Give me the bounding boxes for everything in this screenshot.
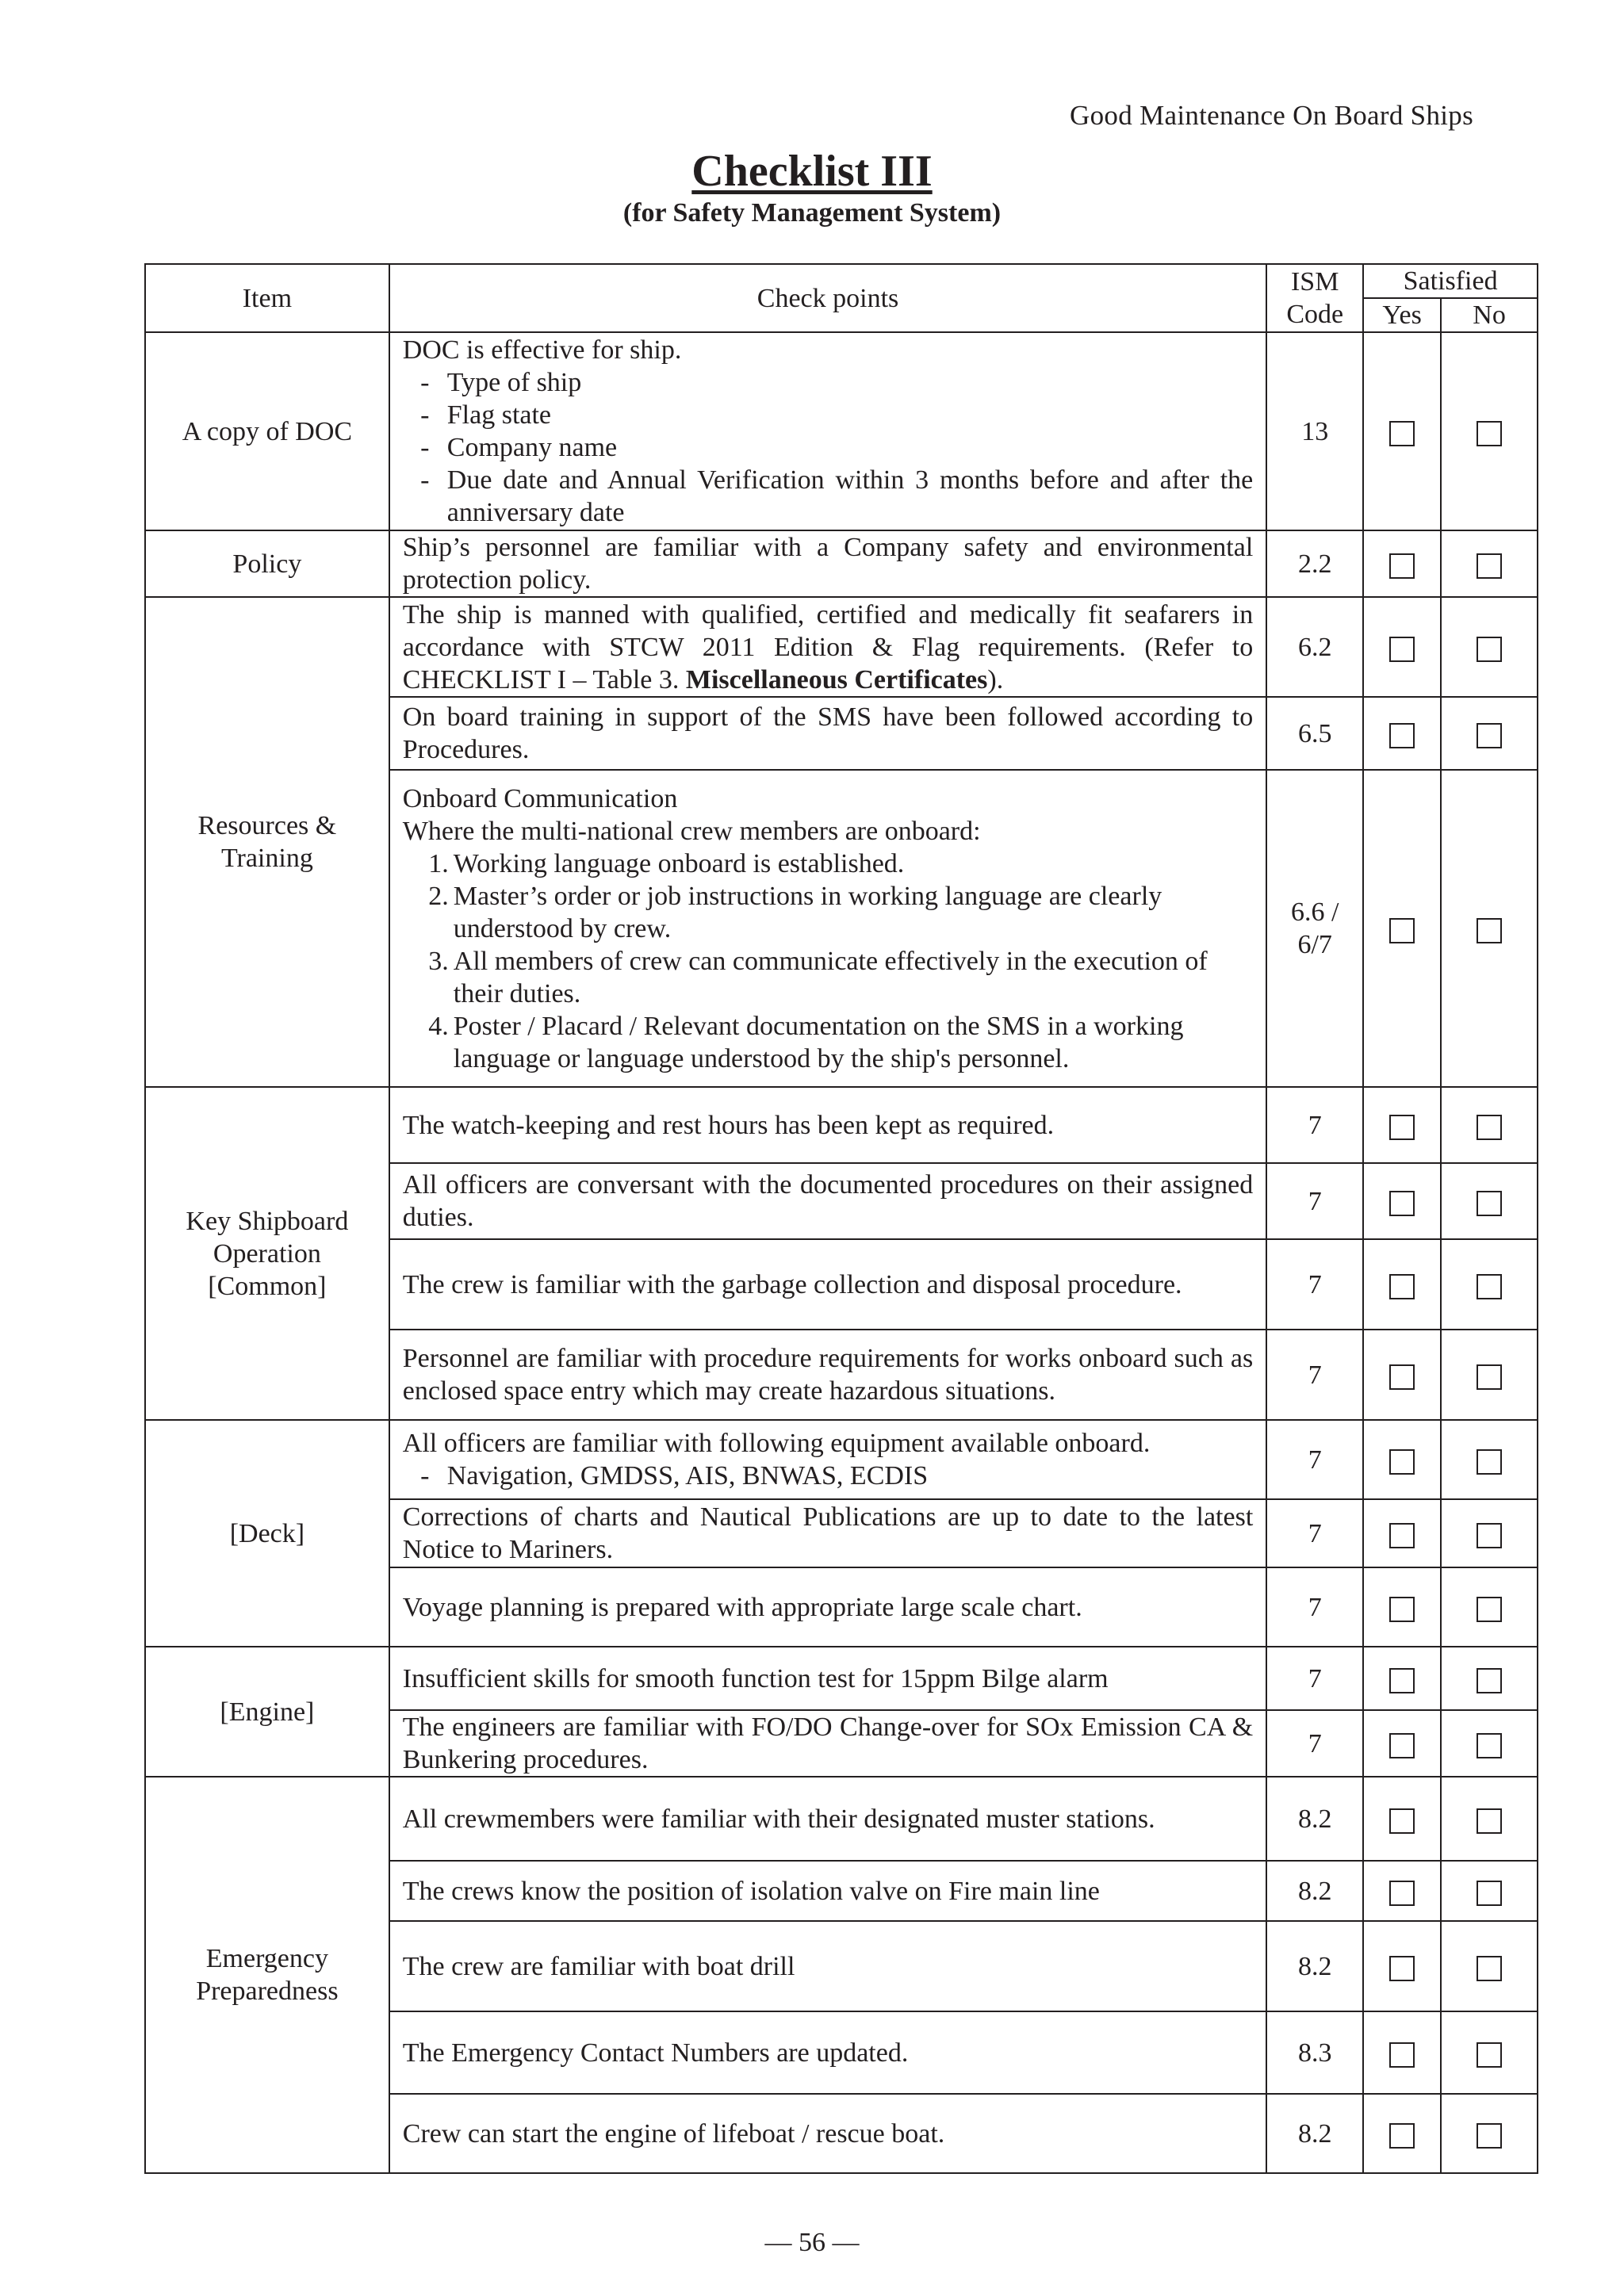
yes-checkbox[interactable] xyxy=(1389,421,1415,446)
item-cell xyxy=(145,1087,389,1420)
table-header-row xyxy=(145,264,1538,298)
item-label-line: Training xyxy=(220,844,313,873)
ism-code-cell: 7 xyxy=(1266,1710,1363,1777)
yes-cell xyxy=(1363,1647,1441,1710)
no-cell xyxy=(1441,1087,1538,1163)
no-checkbox[interactable] xyxy=(1477,1668,1502,1693)
list-item xyxy=(403,366,1254,399)
yes-cell xyxy=(1363,2011,1441,2094)
yes-checkbox[interactable] xyxy=(1389,1956,1415,1981)
check-point-cell: The watch-keeping and rest hours has been kept as required. xyxy=(389,1087,1267,1163)
ism-code-cell: 7 xyxy=(1266,1647,1363,1710)
no-cell xyxy=(1441,530,1538,597)
yes-checkbox[interactable] xyxy=(1389,1881,1415,1906)
yes-cell xyxy=(1363,1330,1441,1420)
item-cell: [Deck] xyxy=(145,1420,389,1647)
list-item-text: Company name xyxy=(446,433,618,462)
no-checkbox[interactable] xyxy=(1477,1881,1502,1906)
list-item-text: Poster / Placard / Relevant documentation on the SMS in a working language or language understood by the ship's personnel. xyxy=(453,1011,1184,1073)
list-item xyxy=(403,464,1254,529)
check-point-cell: Ship’s personnel are familiar with a Company safety and environmental protection policy. xyxy=(389,530,1267,597)
no-cell xyxy=(1441,1921,1538,2011)
list-item-text: Master’s order or job instructions in working language are clearly understood by crew. xyxy=(453,881,1162,943)
item-cell xyxy=(145,597,389,1087)
no-cell xyxy=(1441,1647,1538,1710)
column-header-item: Item xyxy=(145,264,389,332)
check-point-text: Where the multi-national crew members are onboard: xyxy=(402,816,981,846)
table-row xyxy=(145,1420,1538,1499)
no-cell xyxy=(1441,1777,1538,1861)
check-point-text-end: ). xyxy=(987,664,1004,695)
column-header-ism-code xyxy=(1266,264,1363,332)
check-point-cell: Personnel are familiar with procedure requirements for works onboard such as enclosed space entry which may create hazardous situations. xyxy=(389,1330,1267,1420)
no-checkbox[interactable] xyxy=(1477,1597,1502,1622)
check-point-heading: Onboard Communication xyxy=(402,783,678,813)
yes-checkbox[interactable] xyxy=(1389,1597,1415,1622)
yes-cell xyxy=(1363,597,1441,697)
no-checkbox[interactable] xyxy=(1477,1191,1502,1216)
no-checkbox[interactable] xyxy=(1477,1449,1502,1475)
no-checkbox[interactable] xyxy=(1477,1364,1502,1390)
no-checkbox[interactable] xyxy=(1477,918,1502,943)
yes-checkbox[interactable] xyxy=(1389,1733,1415,1758)
code-label: Code xyxy=(1286,300,1344,329)
yes-cell xyxy=(1363,332,1441,530)
check-point-cell: Voyage planning is prepared with appropriate large scale chart. xyxy=(389,1567,1267,1647)
list-number: 1. xyxy=(428,848,449,878)
check-point-cell xyxy=(389,332,1267,530)
table-row xyxy=(145,1087,1538,1163)
no-cell xyxy=(1441,1499,1538,1567)
ism-code-cell: 8.2 xyxy=(1266,1861,1363,1921)
check-point-text: The ship is manned with qualified, certified and medically fit seafarers in accordance with STCW 2011 Edition & Flag requirements. (Refer to CHECKLIST I – Table 3. xyxy=(402,599,1254,695)
item-label-line: Key Shipboard xyxy=(186,1206,349,1236)
check-point-text: All officers are familiar with following equipment available onboard. xyxy=(402,1429,1151,1458)
yes-cell xyxy=(1363,1163,1441,1239)
ism-code-cell: 7 xyxy=(1266,1420,1363,1499)
no-cell xyxy=(1441,1567,1538,1647)
list-item-text: Type of ship xyxy=(446,368,582,397)
yes-cell xyxy=(1363,1567,1441,1647)
yes-cell xyxy=(1363,1710,1441,1777)
list-item-text: Due date and Annual Verification within 3 months before and after the anniversary date xyxy=(446,465,1254,527)
no-cell xyxy=(1441,2094,1538,2173)
check-point-cell: The engineers are familiar with FO/DO Change-over for SOx Emission CA & Bunkering procedures. xyxy=(389,1710,1267,1777)
ism-code-cell: 13 xyxy=(1266,332,1363,530)
no-cell xyxy=(1441,697,1538,770)
list-item xyxy=(403,399,1254,431)
list-item xyxy=(403,945,1254,1010)
no-checkbox[interactable] xyxy=(1477,421,1502,446)
list-item xyxy=(403,848,1254,880)
no-cell xyxy=(1441,2011,1538,2094)
ism-code-cell: 8.3 xyxy=(1266,2011,1363,2094)
yes-checkbox[interactable] xyxy=(1389,637,1415,662)
no-checkbox[interactable] xyxy=(1477,1956,1502,1981)
ism-code-cell: 2.2 xyxy=(1266,530,1363,597)
yes-checkbox[interactable] xyxy=(1389,918,1415,943)
no-cell xyxy=(1441,1861,1538,1921)
table-row xyxy=(145,530,1538,597)
ism-code-cell: 6.2 xyxy=(1266,597,1363,697)
item-label-line: Emergency xyxy=(205,1944,328,1973)
no-checkbox[interactable] xyxy=(1477,637,1502,662)
ism-code-line: 6/7 xyxy=(1297,930,1332,959)
yes-checkbox[interactable] xyxy=(1389,1274,1415,1299)
item-label-line: Resources & xyxy=(197,811,337,840)
list-item xyxy=(403,431,1254,464)
page-number: — 56 — xyxy=(764,2228,860,2257)
item-label-line: Operation xyxy=(213,1238,321,1269)
table-row xyxy=(145,1647,1538,1710)
column-header-no: No xyxy=(1441,298,1538,332)
check-point-cell: The crew is familiar with the garbage collection and disposal procedure. xyxy=(389,1239,1267,1330)
yes-cell xyxy=(1363,1087,1441,1163)
list-item-text: Navigation, GMDSS, AIS, BNWAS, ECDIS xyxy=(446,1461,929,1490)
yes-checkbox[interactable] xyxy=(1389,1449,1415,1475)
ism-code-cell: 7 xyxy=(1266,1567,1363,1647)
item-label-line: Preparedness xyxy=(196,1976,339,2006)
no-checkbox[interactable] xyxy=(1477,1808,1502,1834)
item-label-line: [Common] xyxy=(208,1271,327,1301)
column-header-yes: Yes xyxy=(1363,298,1441,332)
ism-label: ISM xyxy=(1290,267,1339,297)
check-point-cell xyxy=(389,770,1267,1087)
yes-cell xyxy=(1363,1861,1441,1921)
list-item-text: Working language onboard is established. xyxy=(453,848,905,878)
no-cell xyxy=(1441,332,1538,530)
no-cell xyxy=(1441,597,1538,697)
ism-code-cell: 7 xyxy=(1266,1499,1363,1567)
yes-checkbox[interactable] xyxy=(1389,1191,1415,1216)
no-checkbox[interactable] xyxy=(1477,1523,1502,1548)
no-checkbox[interactable] xyxy=(1477,2123,1502,2149)
list-number: 3. xyxy=(428,946,449,976)
yes-cell xyxy=(1363,1239,1441,1330)
no-checkbox[interactable] xyxy=(1477,723,1502,748)
table-row xyxy=(145,332,1538,530)
dash-marker: - xyxy=(420,368,430,397)
check-point-cell: Crew can start the engine of lifeboat / rescue boat. xyxy=(389,2094,1267,2173)
yes-cell xyxy=(1363,697,1441,770)
list-item xyxy=(403,1460,1254,1492)
check-point-cell xyxy=(389,597,1267,697)
no-cell xyxy=(1441,1239,1538,1330)
check-point-text: DOC is effective for ship. xyxy=(402,335,682,365)
ism-code-cell: 8.2 xyxy=(1266,2094,1363,2173)
no-checkbox[interactable] xyxy=(1477,553,1502,579)
yes-cell xyxy=(1363,770,1441,1087)
check-point-cell: The crews know the position of isolation valve on Fire main line xyxy=(389,1861,1267,1921)
yes-checkbox[interactable] xyxy=(1389,1115,1415,1140)
check-point-cell: The crew are familiar with boat drill xyxy=(389,1921,1267,2011)
yes-checkbox[interactable] xyxy=(1389,1808,1415,1834)
page-title: Checklist III xyxy=(691,147,933,196)
item-cell xyxy=(145,1777,389,2173)
dash-marker: - xyxy=(420,465,430,495)
no-checkbox[interactable] xyxy=(1477,1274,1502,1299)
no-cell xyxy=(1441,770,1538,1087)
item-cell: Policy xyxy=(145,530,389,597)
list-item-text: Flag state xyxy=(446,400,552,430)
no-checkbox[interactable] xyxy=(1477,1115,1502,1140)
no-checkbox[interactable] xyxy=(1477,2042,1502,2068)
column-header-check-points: Check points xyxy=(389,264,1267,332)
ism-code-cell: 8.2 xyxy=(1266,1777,1363,1861)
item-cell: [Engine] xyxy=(145,1647,389,1777)
no-cell xyxy=(1441,1420,1538,1499)
yes-checkbox[interactable] xyxy=(1389,2042,1415,2068)
yes-checkbox[interactable] xyxy=(1389,553,1415,579)
dash-marker: - xyxy=(420,400,430,430)
check-point-cell: Corrections of charts and Nautical Publications are up to date to the latest Notice to Mariners. xyxy=(389,1499,1267,1567)
yes-checkbox[interactable] xyxy=(1389,2123,1415,2149)
ism-code-cell xyxy=(1266,770,1363,1087)
table-row xyxy=(145,597,1538,697)
page-subtitle: (for Safety Management System) xyxy=(622,198,1002,228)
ism-code-cell: 7 xyxy=(1266,1239,1363,1330)
check-point-cell xyxy=(389,1420,1267,1499)
yes-cell xyxy=(1363,1420,1441,1499)
list-item xyxy=(403,880,1254,945)
list-number: 2. xyxy=(428,881,449,911)
dash-marker: - xyxy=(420,1461,430,1490)
yes-checkbox[interactable] xyxy=(1389,1364,1415,1390)
yes-cell xyxy=(1363,1777,1441,1861)
dash-marker: - xyxy=(420,433,430,462)
ism-code-cell: 7 xyxy=(1266,1330,1363,1420)
yes-cell xyxy=(1363,530,1441,597)
ism-code-line: 6.6 / xyxy=(1290,897,1339,927)
list-number: 4. xyxy=(428,1011,449,1041)
check-point-bold-text: Miscellaneous Certificates xyxy=(685,664,988,695)
no-cell xyxy=(1441,1710,1538,1777)
list-item-text: All members of crew can communicate effectively in the execution of their duties. xyxy=(453,946,1208,1008)
no-cell xyxy=(1441,1163,1538,1239)
yes-cell xyxy=(1363,2094,1441,2173)
yes-cell xyxy=(1363,1499,1441,1567)
check-point-cell: On board training in support of the SMS have been followed according to Procedures. xyxy=(389,697,1267,770)
checklist-table xyxy=(144,263,1538,2174)
check-point-cell: All officers are conversant with the documented procedures on their assigned duties. xyxy=(389,1163,1267,1239)
check-point-cell: The Emergency Contact Numbers are updated. xyxy=(389,2011,1267,2094)
yes-checkbox[interactable] xyxy=(1389,1668,1415,1693)
running-header: Good Maintenance On Board Ships xyxy=(1070,100,1473,131)
ism-code-cell: 8.2 xyxy=(1266,1921,1363,2011)
check-point-cell: Insufficient skills for smooth function test for 15ppm Bilge alarm xyxy=(389,1647,1267,1710)
ism-code-cell: 6.5 xyxy=(1266,697,1363,770)
yes-checkbox[interactable] xyxy=(1389,1523,1415,1548)
ism-code-cell: 7 xyxy=(1266,1087,1363,1163)
yes-cell xyxy=(1363,1921,1441,2011)
table-row xyxy=(145,1777,1538,1861)
no-cell xyxy=(1441,1330,1538,1420)
yes-checkbox[interactable] xyxy=(1389,723,1415,748)
item-cell: A copy of DOC xyxy=(145,332,389,530)
column-header-satisfied: Satisfied xyxy=(1363,264,1538,298)
no-checkbox[interactable] xyxy=(1477,1733,1502,1758)
ism-code-cell: 7 xyxy=(1266,1163,1363,1239)
check-point-cell: All crewmembers were familiar with their designated muster stations. xyxy=(389,1777,1267,1861)
list-item xyxy=(403,1010,1254,1075)
